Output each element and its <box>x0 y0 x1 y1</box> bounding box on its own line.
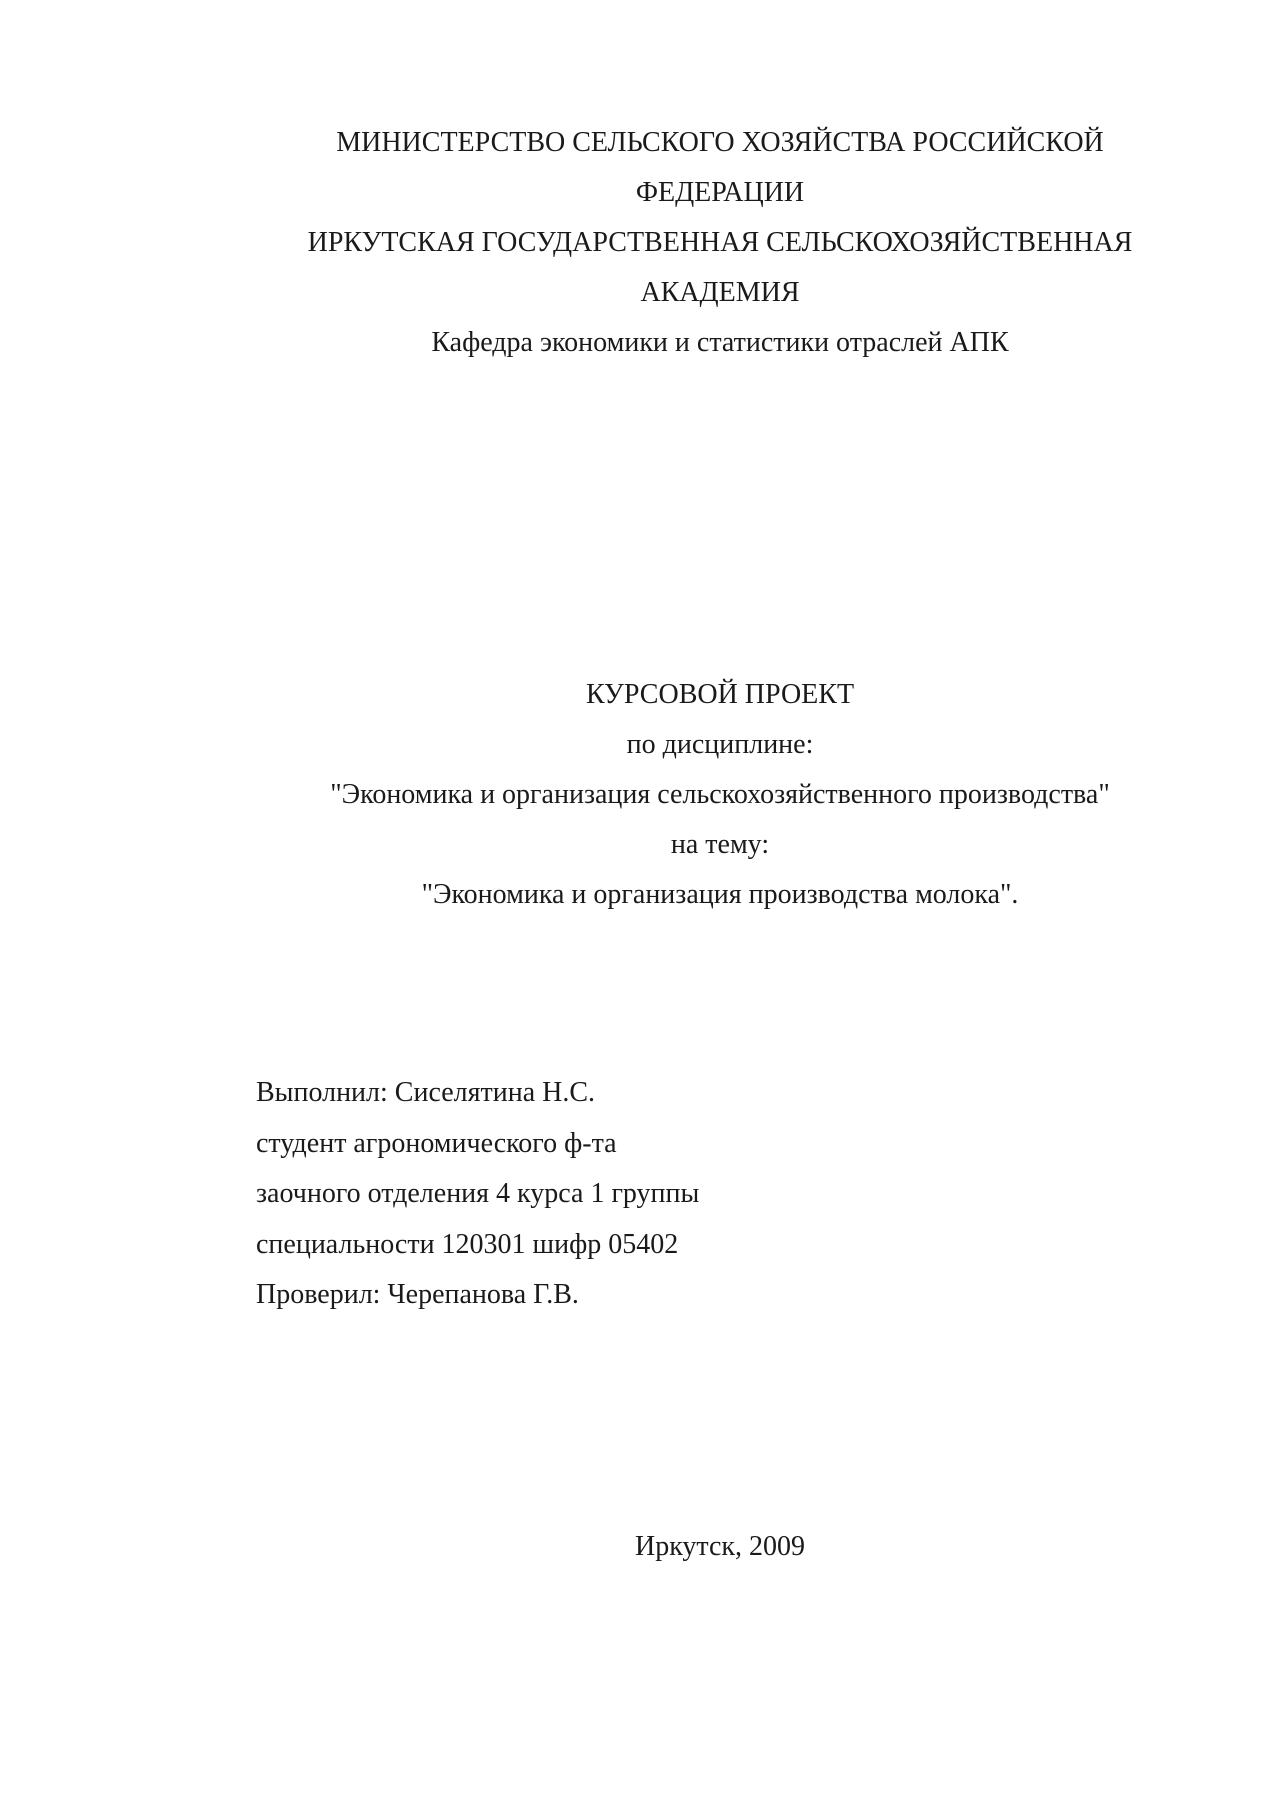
project-title-block <box>240 670 1200 920</box>
specialty-code: специальности 120301 шифр 05402 <box>256 1228 679 1260</box>
discipline-name: "Экономика и организация сельскохозяйственного производства" <box>330 779 1110 810</box>
institution-header <box>240 118 1200 368</box>
ministry-line-1: МИНИСТЕРСТВО СЕЛЬСКОГО ХОЗЯЙСТВА РОССИЙСКОЙ <box>336 127 1104 158</box>
ministry-line-2: ФЕДЕРАЦИИ <box>635 177 805 208</box>
author-info-block <box>256 1068 1156 1321</box>
study-department: заочного отделения 4 курса 1 группы <box>256 1178 700 1209</box>
checked-by: Проверил: Черепанова Г.В. <box>256 1279 579 1310</box>
city-year: Иркутск, 2009 <box>634 1531 806 1562</box>
discipline-label: по дисциплине: <box>626 729 814 760</box>
topic-label: на тему: <box>670 829 770 860</box>
work-type: КУРСОВОЙ ПРОЕКТ <box>585 679 855 710</box>
department-line: Кафедра экономики и статистики отраслей АПК <box>431 327 1009 358</box>
academy-line-1: ИРКУТСКАЯ ГОСУДАРСТВЕННАЯ СЕЛЬСКОХОЗЯЙСТВЕННАЯ <box>307 227 1133 258</box>
topic-name: "Экономика и организация производства молока". <box>421 879 1019 910</box>
academy-line-2: АКАДЕМИЯ <box>640 277 800 308</box>
student-faculty: студент агрономического ф-та <box>256 1127 617 1159</box>
performed-by: Выполнил: Сиселятина Н.С. <box>256 1077 596 1108</box>
